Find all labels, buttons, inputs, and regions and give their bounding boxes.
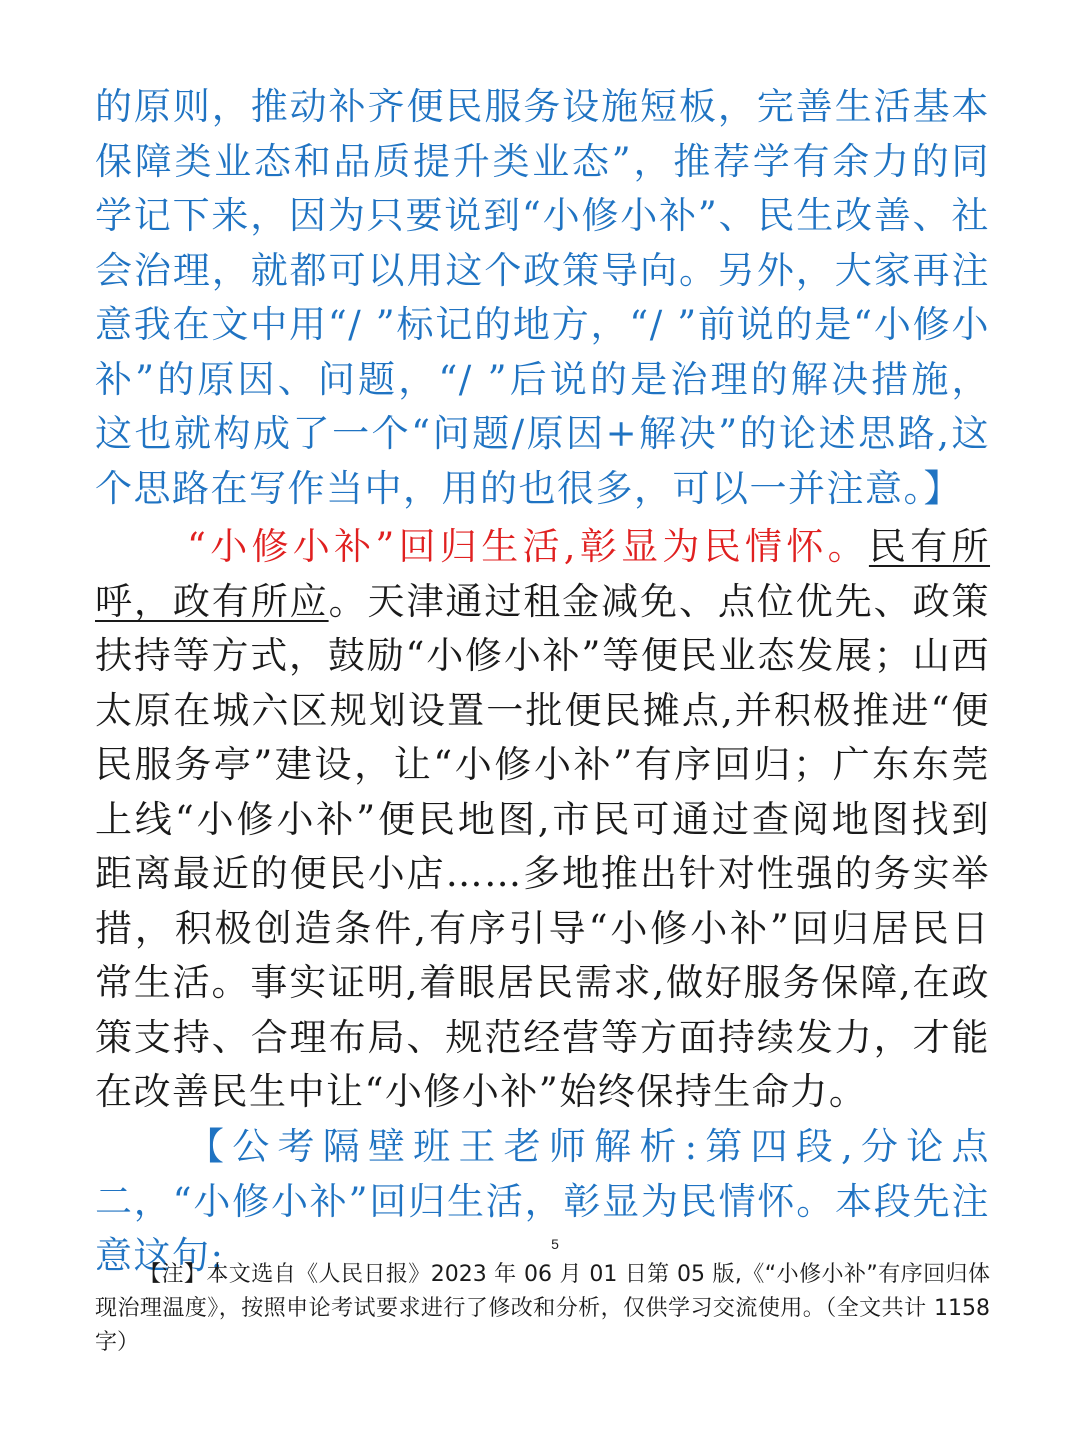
underlined-phrase: 民有所呼，政有所应 bbox=[95, 525, 991, 623]
body-paragraph-sub-argument-two bbox=[95, 520, 990, 1120]
page-number: 5 bbox=[551, 1236, 559, 1252]
analysis-text: 【公考隔壁班王老师解析:第四段,分论点二，“小修小补”回归生活，彰显为民情怀。本段先注意这句: bbox=[95, 1125, 990, 1277]
analysis-paragraph-continued bbox=[95, 80, 990, 520]
analysis-paragraph bbox=[95, 1120, 990, 1277]
sub-argument-heading: “小修小补”回归生活,彰显为民情怀。 bbox=[187, 525, 869, 568]
footnote bbox=[95, 1258, 990, 1360]
footnote-text: 【注】本文选自《人民日报》2023 年 06 月 01 日第 05 版,《“小修小补”有序回归体现治理温度》，按照申论考试要求进行了修改和分析，仅供学习交流使用。（全文共计 1158 字） bbox=[95, 1262, 990, 1355]
analysis-text: 的原则，推动补齐便民服务设施短板，完善生活基本保障类业态和品质提升类业态”，推荐学有余力的同学记下来，因为只要说到“小修小补”、民生改善、社会治理，就都可以用这个政策导向。另外，大家再注意我在文中用“/ ”标记的地方，“/ ”前说的是“小修小补”的原因、问题，“/ ”后说的是治理的解决措施，这也就构成了一个“问题/原因+解决”的论述思路,这个思路在写作当中，用的也很多，可以一并注意。】 bbox=[95, 85, 990, 510]
body-text: 。天津通过租金减免、点位优先、政策扶持等方式，鼓励“小修小补”等便民业态发展；山西太原在城六区规划设置一批便民摊点,并积极推进“便民服务亭”建设，让“小修小补”有序回归；广东东莞上线“小修小补”便民地图,市民可通过查阅地图找到距离最近的便民小店……多地推出针对性强的务实举措，积极创造条件,有序引导“小修小补”回归居民日常生活。事实证明,着眼居民需求,做好服务保障,在政策支持、合理布局、规范经营等方面持续发力，才能在改善民生中让“小修小补”始终保持生命力。 bbox=[95, 579, 991, 1113]
